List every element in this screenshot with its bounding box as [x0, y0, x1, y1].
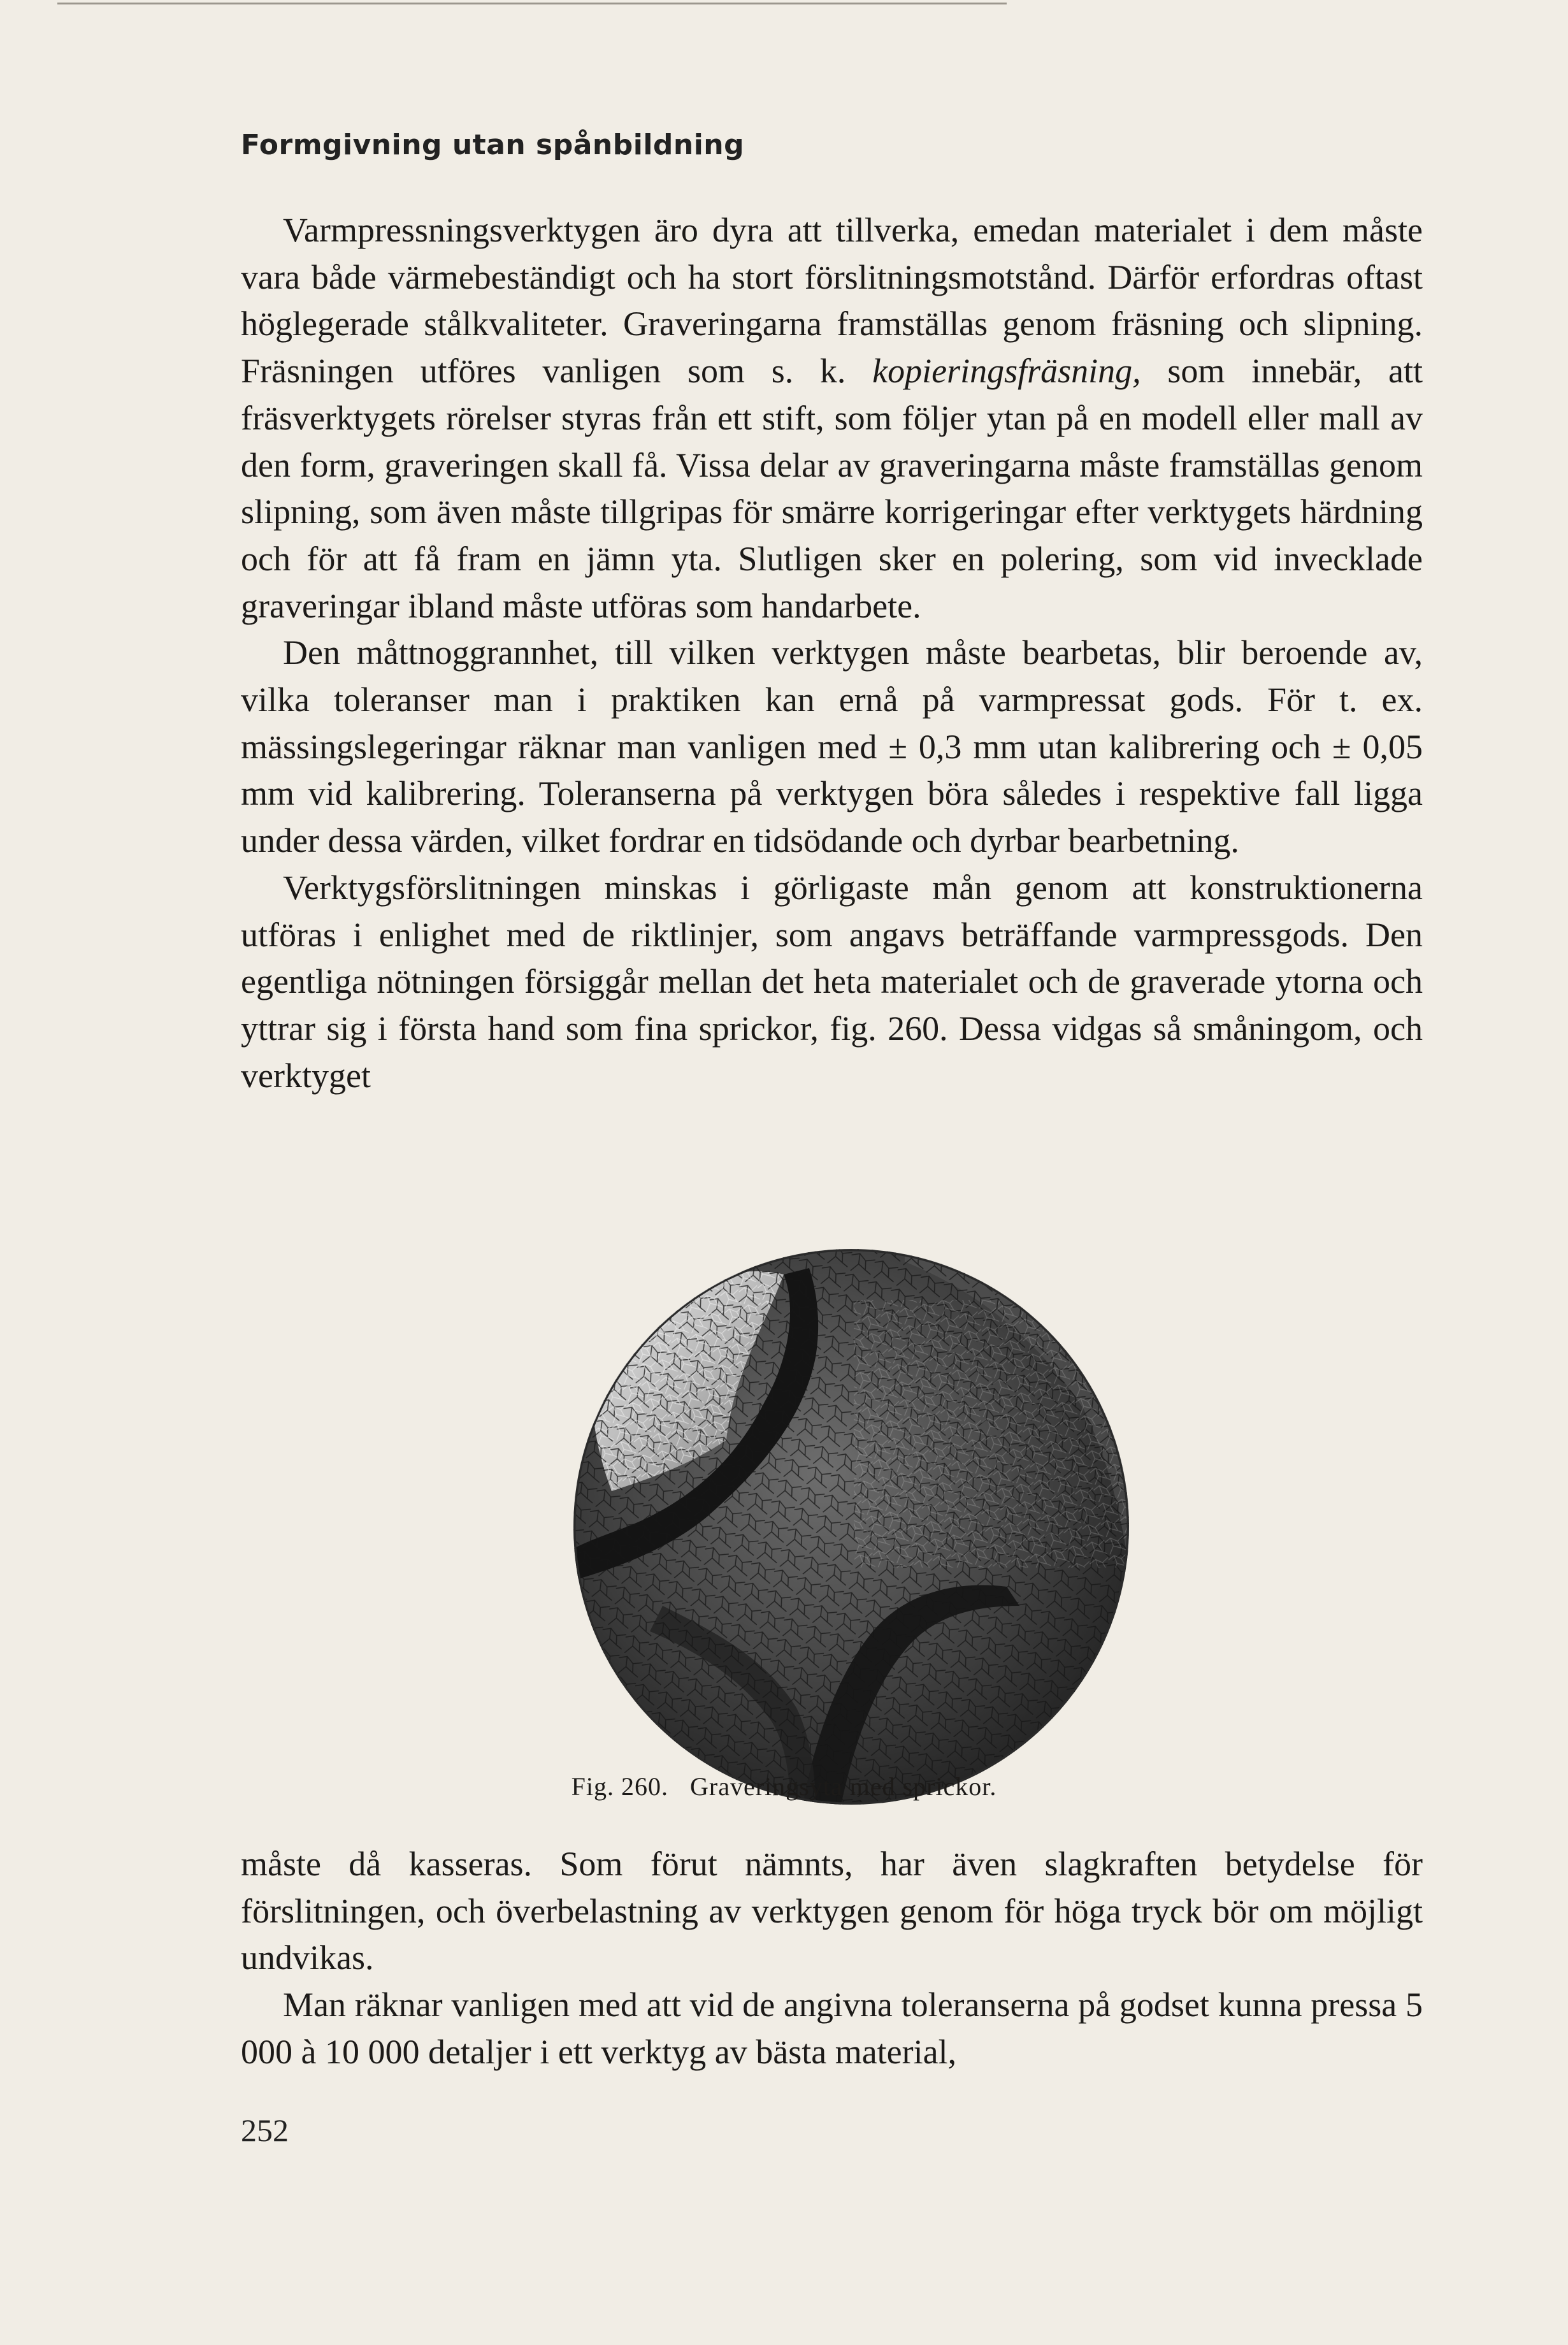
figure-label: Fig. 260.	[571, 1772, 669, 1801]
figure-caption	[0, 1771, 1568, 1801]
paragraph-1-tail: som innebär, att fräsverktygets rörelser styras från ett stift, som följer ytan på en modell eller mall av den form, graveringen skall få. Vissa delar av graveringarna måste framställas genom slipning, som även måste tillgripas för smärre korrigeringar efter verktygets härdning och för att få fram en jämn yta. Slutligen sker en polering, som vid invecklade graveringar ibland måste utföras som handarbete.	[241, 352, 1423, 625]
text-column-top	[241, 207, 1423, 1099]
paragraph-4: måste då kasseras. Som förut nämnts, har även slagkraften betydelse för förslitningen, och överbelastning av verktygen genom för höga tryck bör om möjligt undvikas.	[241, 1845, 1423, 1977]
top-edge-rule	[57, 3, 1007, 4]
paragraph-1-emphasis: kopieringsfräsning,	[872, 352, 1141, 391]
paragraph-5: Man räknar vanligen med att vid de angivna toleranserna på godset kunna pressa 5 000 à 10 000 detaljer i ett verktyg av bästa material,	[241, 1986, 1423, 2071]
figure-caption-text: Graveringsyta med sprickor.	[690, 1772, 997, 1801]
figure-260-photo	[573, 1249, 1129, 1805]
page-number: 252	[241, 2112, 289, 2148]
paragraph-2: Den måttnoggrannhet, till vilken verktygen måste bearbetas, blir beroende av, vilka toleranser man i praktiken kan ernå på varmpressat gods. För t. ex. mässingslegeringar räknar man vanligen med ± 0,3 mm utan kalibrering och ± 0,05 mm vid kalibrering. Toleranserna på verktygen böra således i respektive fall ligga under dessa värden, vilket fordrar en tidsödande och dyrbar bearbetning.	[241, 633, 1423, 860]
paragraph-3: Verktygsförslitningen minskas i görligaste mån genom att konstruktionerna utföras i enlighet med de riktlinjer, som angavs beträffande varmpressgods. Den egentliga nötningen försiggår mellan det heta materialet och de graverade ytorna och yttrar sig i första hand som fina sprickor, fig. 260. Dessa vidgas så småningom, och verktyget	[241, 868, 1423, 1095]
running-head: Formgivning utan spånbildning	[241, 129, 745, 161]
paragraph-1	[241, 207, 1423, 630]
text-column-bottom	[241, 1841, 1423, 2076]
paragraph-1-text: Varmpressningsverktygen äro dyra att tillverka, emedan materialet i dem måste vara både värmebeständigt och ha stort förslitningsmotstånd. Därför erfordras oftast höglegerade stålkvaliteter. Graveringarna framställas genom fräsning och slipning. Fräsningen utföres vanligen som s. k.	[241, 211, 1423, 391]
cracked-surface-micrograph	[573, 1249, 1129, 1805]
